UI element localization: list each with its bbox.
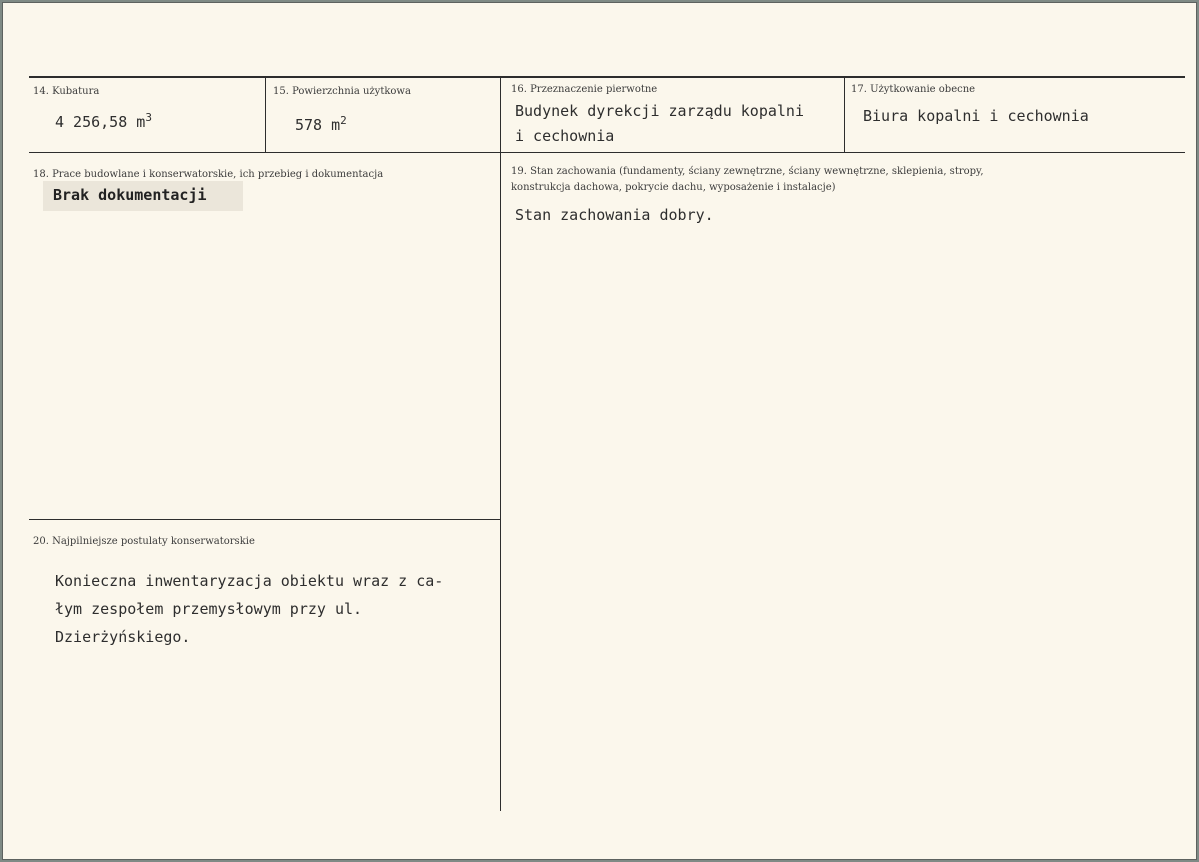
field-16-value-line-2: i cechownia — [515, 127, 615, 145]
field-17-value: Biura kopalni i cechownia — [863, 107, 1089, 125]
field-20-value-line-2: łym zespołem przemysłowym przy ul. — [55, 600, 363, 618]
field-16-value-line-1: Budynek dyrekcji zarządu kopalni — [515, 102, 804, 120]
field-14-unit-sup: 3 — [145, 111, 152, 124]
field-18-value: Brak dokumentacji — [53, 186, 207, 204]
field-16-label: 16. Przeznaczenie pierwotne — [511, 84, 658, 95]
col-rule-3 — [844, 78, 845, 152]
field-20-label: 20. Najpilniejsze postulaty konserwatorskie — [33, 536, 255, 547]
field-15-label: 15. Powierzchnia użytkowa — [273, 86, 411, 97]
field-15-value: 578 $m^2$ — [295, 114, 347, 134]
field-19-value: Stan zachowania dobry. — [515, 206, 714, 224]
field-15-unit-sup: 2 — [340, 114, 347, 127]
field-20-value-line-3: Dzierżyńskiego. — [55, 628, 191, 646]
field-19-label-line-1: 19. Stan zachowania (fundamenty, ściany zewnętrzne, ściany wewnętrzne, sklepienia, stropy, — [511, 166, 984, 177]
col-rule-2 — [500, 78, 501, 811]
row-rule-2 — [29, 519, 500, 520]
field-18-label: 18. Prace budowlane i konserwatorskie, ich przebieg i dokumentacja — [33, 169, 384, 180]
field-14-value: 4 256,58 $m^3$ — [55, 111, 152, 131]
col-rule-1 — [265, 78, 266, 152]
field-14-label: 14. Kubatura — [33, 86, 100, 97]
top-rule — [29, 76, 1185, 78]
row-rule-1 — [29, 152, 1185, 153]
field-17-label: 17. Użytkowanie obecne — [851, 84, 976, 95]
field-19-label-line-2: konstrukcja dachowa, pokrycie dachu, wyposażenie i instalacje) — [511, 182, 836, 193]
field-20-value-line-1: Konieczna inwentaryzacja obiektu wraz z ca- — [55, 572, 444, 590]
record-card — [2, 2, 1197, 860]
